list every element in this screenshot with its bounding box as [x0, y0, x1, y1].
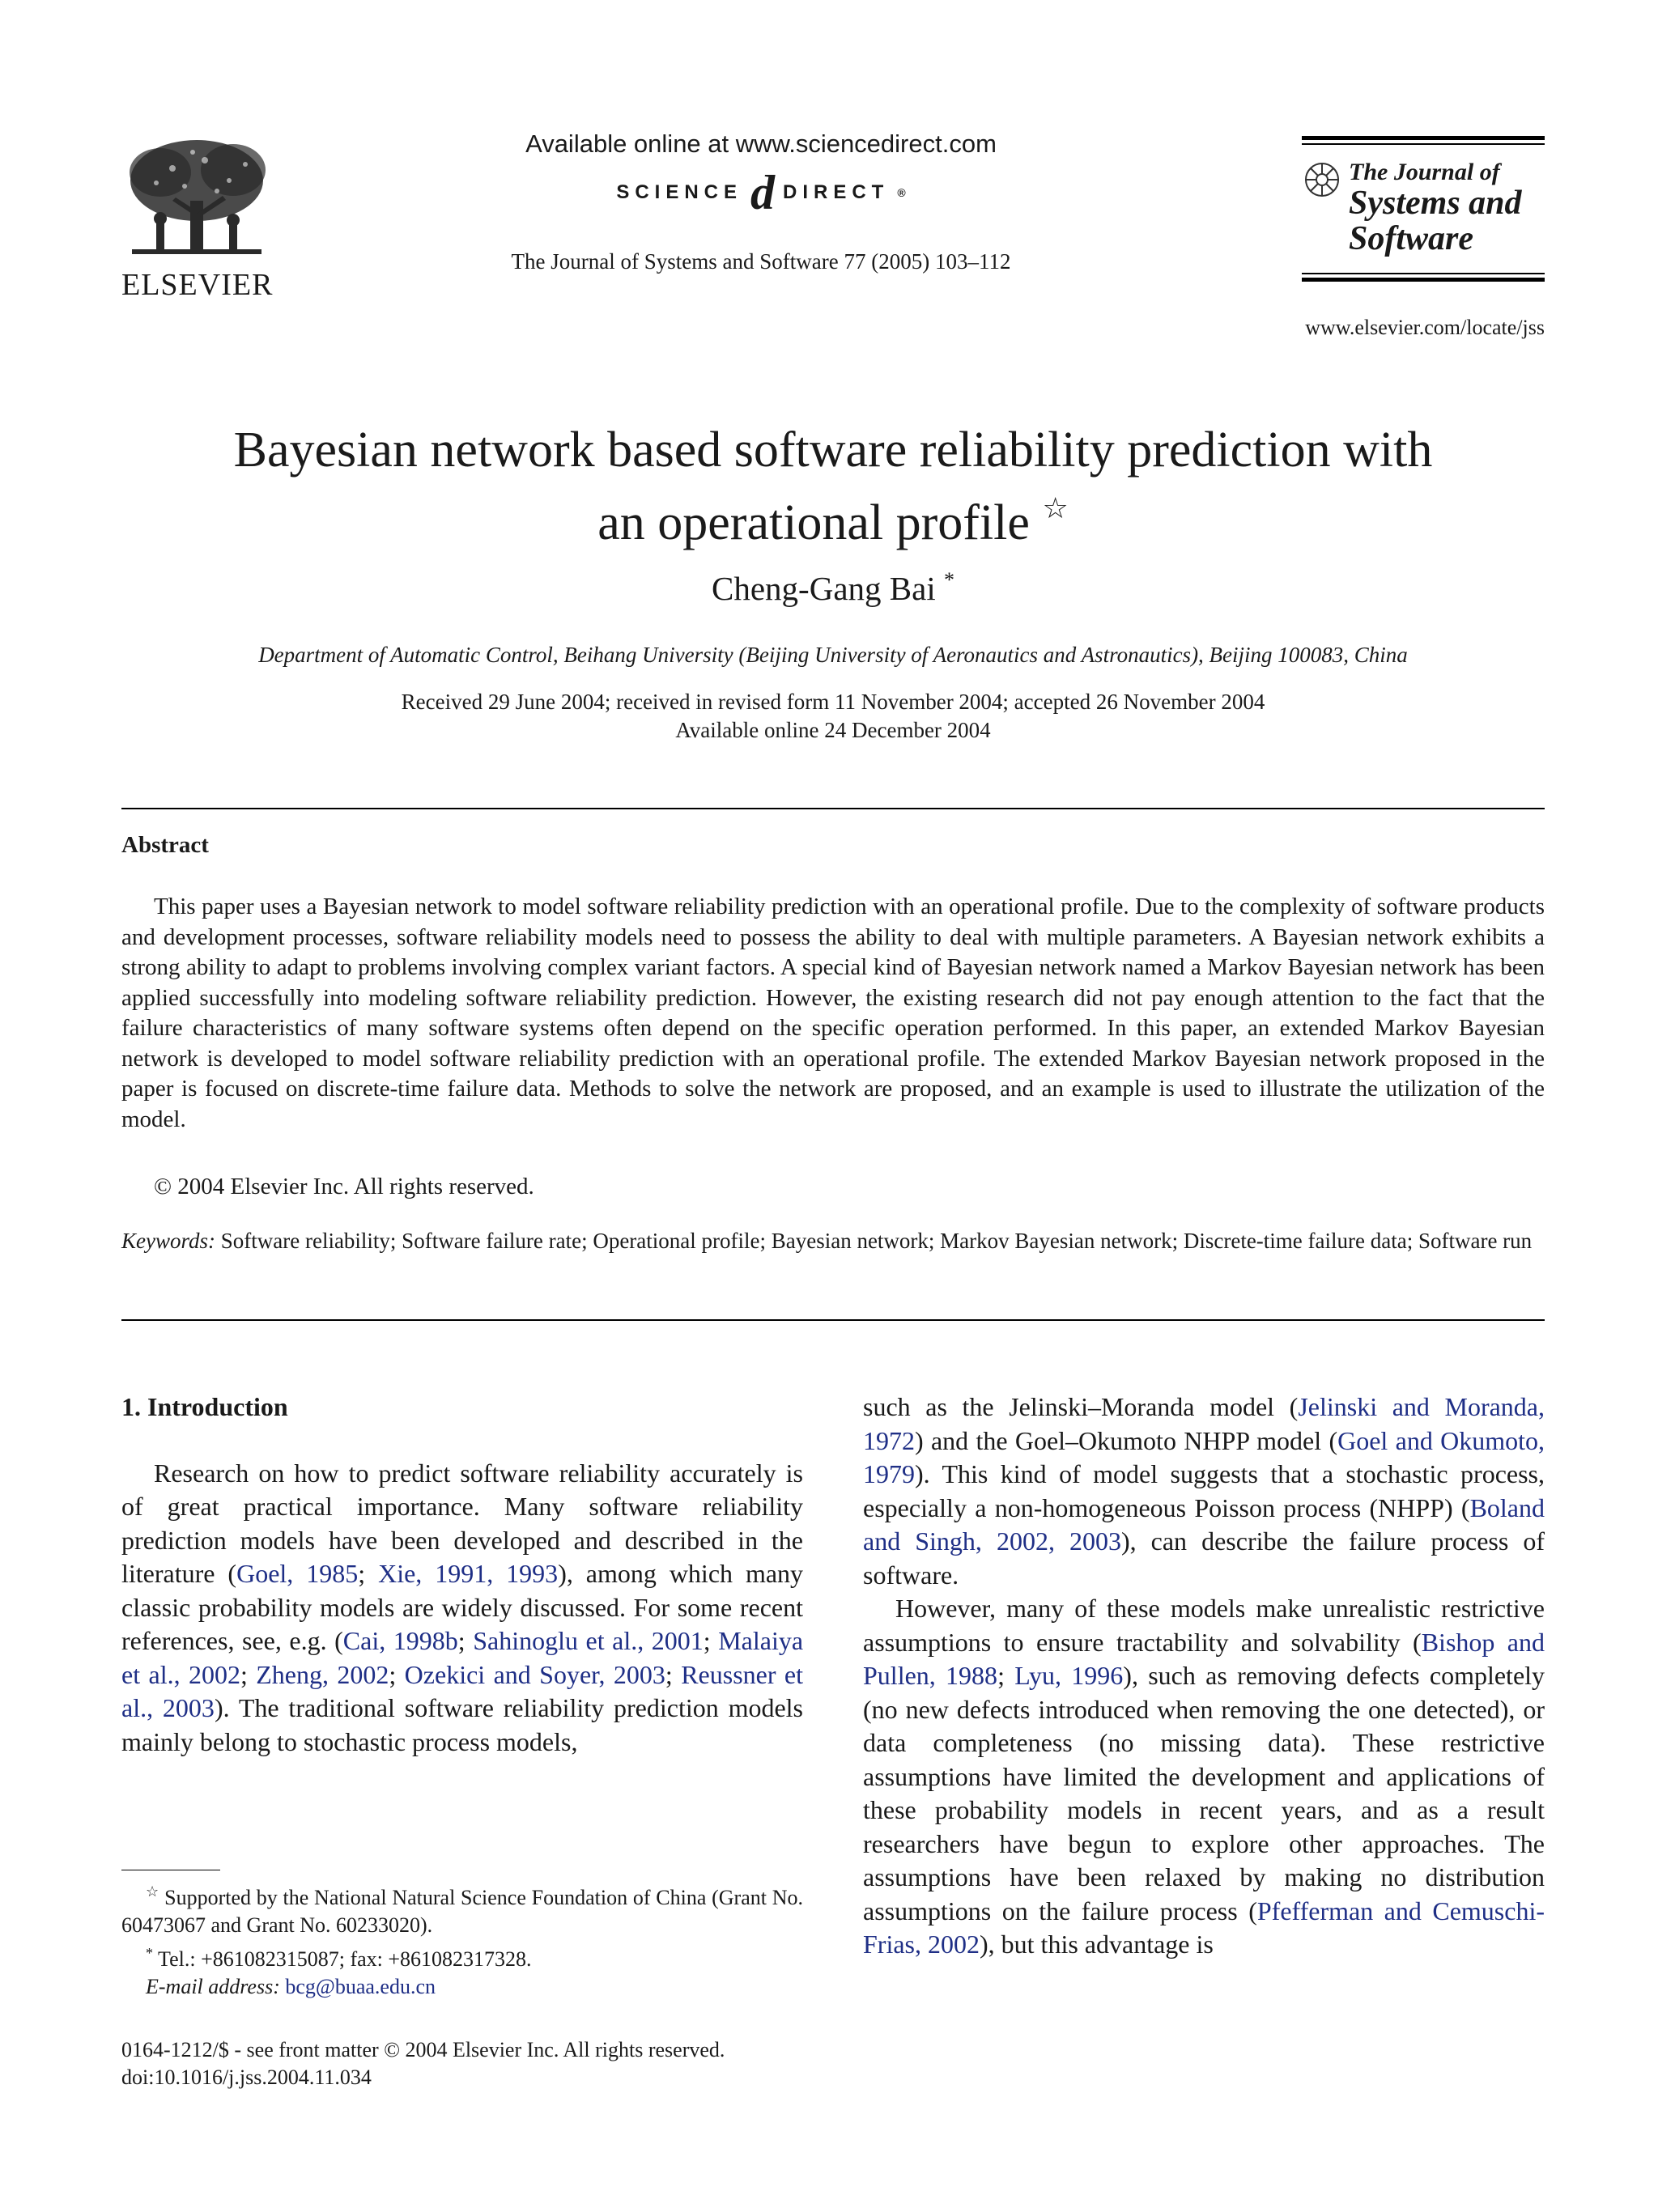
footnote-text: Tel.: +861082315087; fax: +861082317328. [153, 1947, 532, 1971]
text-run: ; [389, 1659, 405, 1689]
abstract-rule-top [121, 808, 1545, 809]
text-run: ), such as removing defects completely (no new defects introduced when removing the one detected), or data completeness (no missing data). These restrictive assumptions have limited the development and applications of these probability models in recent years, and as a result researchers have begun to explore other approaches. The assumptions have been relaxed by making no distribution assumptions on the failure process ( [863, 1661, 1545, 1925]
intro-paragraph-1-continued [863, 1390, 1545, 1592]
article-title [121, 421, 1545, 552]
abstract-heading: Abstract [121, 832, 209, 858]
citation-link[interactable]: Sahinoglu et al., 2001 [473, 1626, 704, 1655]
article-author [121, 568, 1545, 608]
abstract-copyright: © 2004 Elsevier Inc. All rights reserved. [154, 1174, 534, 1199]
text-run: ) and the Goel–Okumoto NHPP model ( [915, 1425, 1338, 1455]
author-affiliation: Department of Automatic Control, Beihang University (Beijing University of Aeronautics and Astronautics), Beijing 100083, China [258, 643, 1408, 667]
available-online-text: Available online at www.sciencedirect.com [525, 129, 997, 158]
text-run: However, many of these models make unrealistic restrictive assumptions to ensure tractability and solvability ( [863, 1594, 1545, 1657]
footnote-mark: * [146, 1945, 153, 1961]
journal-logo [1302, 136, 1545, 282]
citation-link[interactable]: Xie, 1991, 1993 [378, 1559, 559, 1588]
keywords [121, 1227, 1545, 1255]
sciencedirect-logo [453, 168, 1069, 217]
issn-line: 0164-1212/$ - see front matter © 2004 Elsevier Inc. All rights reserved. [121, 2038, 725, 2061]
citation-link[interactable]: Ozekici and Soyer, 2003 [404, 1659, 665, 1689]
keywords-text: Software reliability; Software failure rate; Operational profile; Bayesian network; Markov Bayesian network; Discrete-time failure data; Software run [215, 1229, 1533, 1253]
email-label: E-mail address: [146, 1975, 280, 1998]
journal-title-line2: Systems and [1349, 184, 1522, 222]
sd-registered-mark: ® [897, 186, 906, 199]
text-run: Research on how to predict software reliability accurately is of great practical importance. Many software reliability prediction models have been developed and described in the literature ( [121, 1458, 803, 1588]
citation-link[interactable]: Bishop and Pullen, 1988 [863, 1627, 1545, 1690]
journal-title-line3: Software [1349, 219, 1474, 257]
left-column [121, 1390, 803, 1759]
author-footnote-mark[interactable]: * [943, 568, 954, 592]
publisher-name: ELSEVIER [121, 268, 274, 302]
section-heading-introduction: 1. Introduction [121, 1392, 288, 1421]
text-run: ; [358, 1559, 379, 1588]
sd-left-text: SCIENCE [616, 181, 742, 203]
text-run: ). This kind of model suggests that a stochastic process, especially a non-homogeneous Poisson process (NHPP) ( [863, 1459, 1545, 1522]
sd-at-icon: d [750, 166, 775, 219]
footnotes [121, 1878, 803, 2001]
text-run: such as the Jelinski–Moranda model ( [863, 1392, 1299, 1421]
journal-logo-rule-bottom [1302, 278, 1545, 282]
citation-link[interactable]: Malaiya et al., 2002 [121, 1626, 804, 1689]
journal-emblem-icon [1302, 159, 1342, 200]
text-run: ; [665, 1659, 682, 1689]
abstract-rule-bottom [121, 1319, 1545, 1321]
citation-link[interactable]: Boland and Singh, 2002, 2003 [863, 1492, 1545, 1556]
title-line2: an operational profile [597, 495, 1030, 550]
journal-logo-title [1349, 159, 1522, 257]
footnote-contact [121, 1939, 803, 1973]
journal-citation: The Journal of Systems and Software 77 (2005) 103–112 [511, 249, 1011, 274]
doi-line: doi:10.1016/j.jss.2004.11.034 [121, 2066, 372, 2089]
citation-link[interactable]: Lyu, 1996 [1014, 1661, 1124, 1690]
abstract-text: This paper uses a Bayesian network to model software reliability prediction with an operational profile. Due to the complexity of software products and development processes, software reliability models need to possess the ability to deal with multiple parameters. A Bayesian network exhibits a strong ability to adapt to problems involving complex variant factors. A special kind of Bayesian network named a Markov Bayesian network has been applied successfully into modeling software reliability prediction. However, the existing research did not pay enough attention to the fact that the failure characteristics of many software systems often depend on the specific operation performed. In this paper, an extended Markov Bayesian network is developed to model software reliability prediction with an operational profile. The extended Markov Bayesian network proposed in the paper is focused on discrete-time failure data. Methods to solve the network are proposed, and an example is used to illustrate the utilization of the model. [121, 894, 1545, 1132]
intro-paragraph-2 [863, 1592, 1545, 1962]
text-run: ; [703, 1626, 719, 1655]
footnote-text: Supported by the National Natural Science Foundation of China (Grant No. 60473067 and Grant No. 60233020). [121, 1886, 803, 1937]
footnote-funding [121, 1878, 803, 1939]
citation-link[interactable]: Goel and Okumoto, 1979 [863, 1425, 1545, 1488]
title-footnote-mark[interactable]: ☆ [1042, 492, 1069, 524]
text-run: ), among which many classic probability models are widely discussed. For some recent references, see, e.g. ( [121, 1559, 804, 1655]
text-run: ). The traditional software reliability prediction models mainly belong to stochastic process models, [121, 1693, 804, 1756]
email-link[interactable]: bcg@buaa.edu.cn [285, 1975, 436, 1998]
available-date: Available online 24 December 2004 [675, 718, 991, 742]
journal-url[interactable]: www.elsevier.com/locate/jss [1305, 316, 1545, 339]
right-column [863, 1390, 1545, 1962]
citation-link[interactable]: Goel, 1985 [236, 1559, 359, 1588]
sciencedirect-block [453, 129, 1069, 274]
keywords-label: Keywords: [121, 1229, 215, 1253]
journal-logo-rule-top [1302, 136, 1545, 140]
text-run: ; [457, 1626, 474, 1655]
issn-block [121, 2036, 725, 2091]
journal-title-line1: The Journal of [1349, 159, 1500, 185]
citation-link[interactable]: Pfefferman and Cemuschi-Frias, 2002 [863, 1896, 1545, 1959]
citation-link[interactable]: Reussner et al., 2003 [121, 1659, 803, 1722]
elsevier-logo [121, 136, 272, 303]
elsevier-tree-icon [124, 136, 270, 265]
text-run: ), can describe the failure process of software. [863, 1526, 1545, 1590]
citation-link[interactable]: Cai, 1998b [342, 1626, 458, 1655]
text-run: ; [997, 1661, 1015, 1690]
text-run: ), but this advantage is [980, 1930, 1214, 1959]
footnote-email [121, 1973, 803, 2001]
sd-right-text: DIRECT [783, 181, 890, 203]
footnote-mark: ☆ [146, 1883, 159, 1900]
citation-link[interactable]: Jelinski and Moranda, 1972 [863, 1392, 1545, 1455]
intro-paragraph-1 [121, 1457, 803, 1760]
journal-logo-rule-bottom-thin [1302, 273, 1545, 274]
received-dates: Received 29 June 2004; received in revised form 11 November 2004; accepted 26 November 2004 [401, 690, 1265, 714]
title-line1: Bayesian network based software reliability prediction with [233, 422, 1433, 478]
article-dates [121, 688, 1545, 745]
author-name: Cheng-Gang Bai [712, 570, 936, 607]
text-run: ; [240, 1659, 257, 1689]
citation-link[interactable]: Zheng, 2002 [256, 1659, 389, 1689]
